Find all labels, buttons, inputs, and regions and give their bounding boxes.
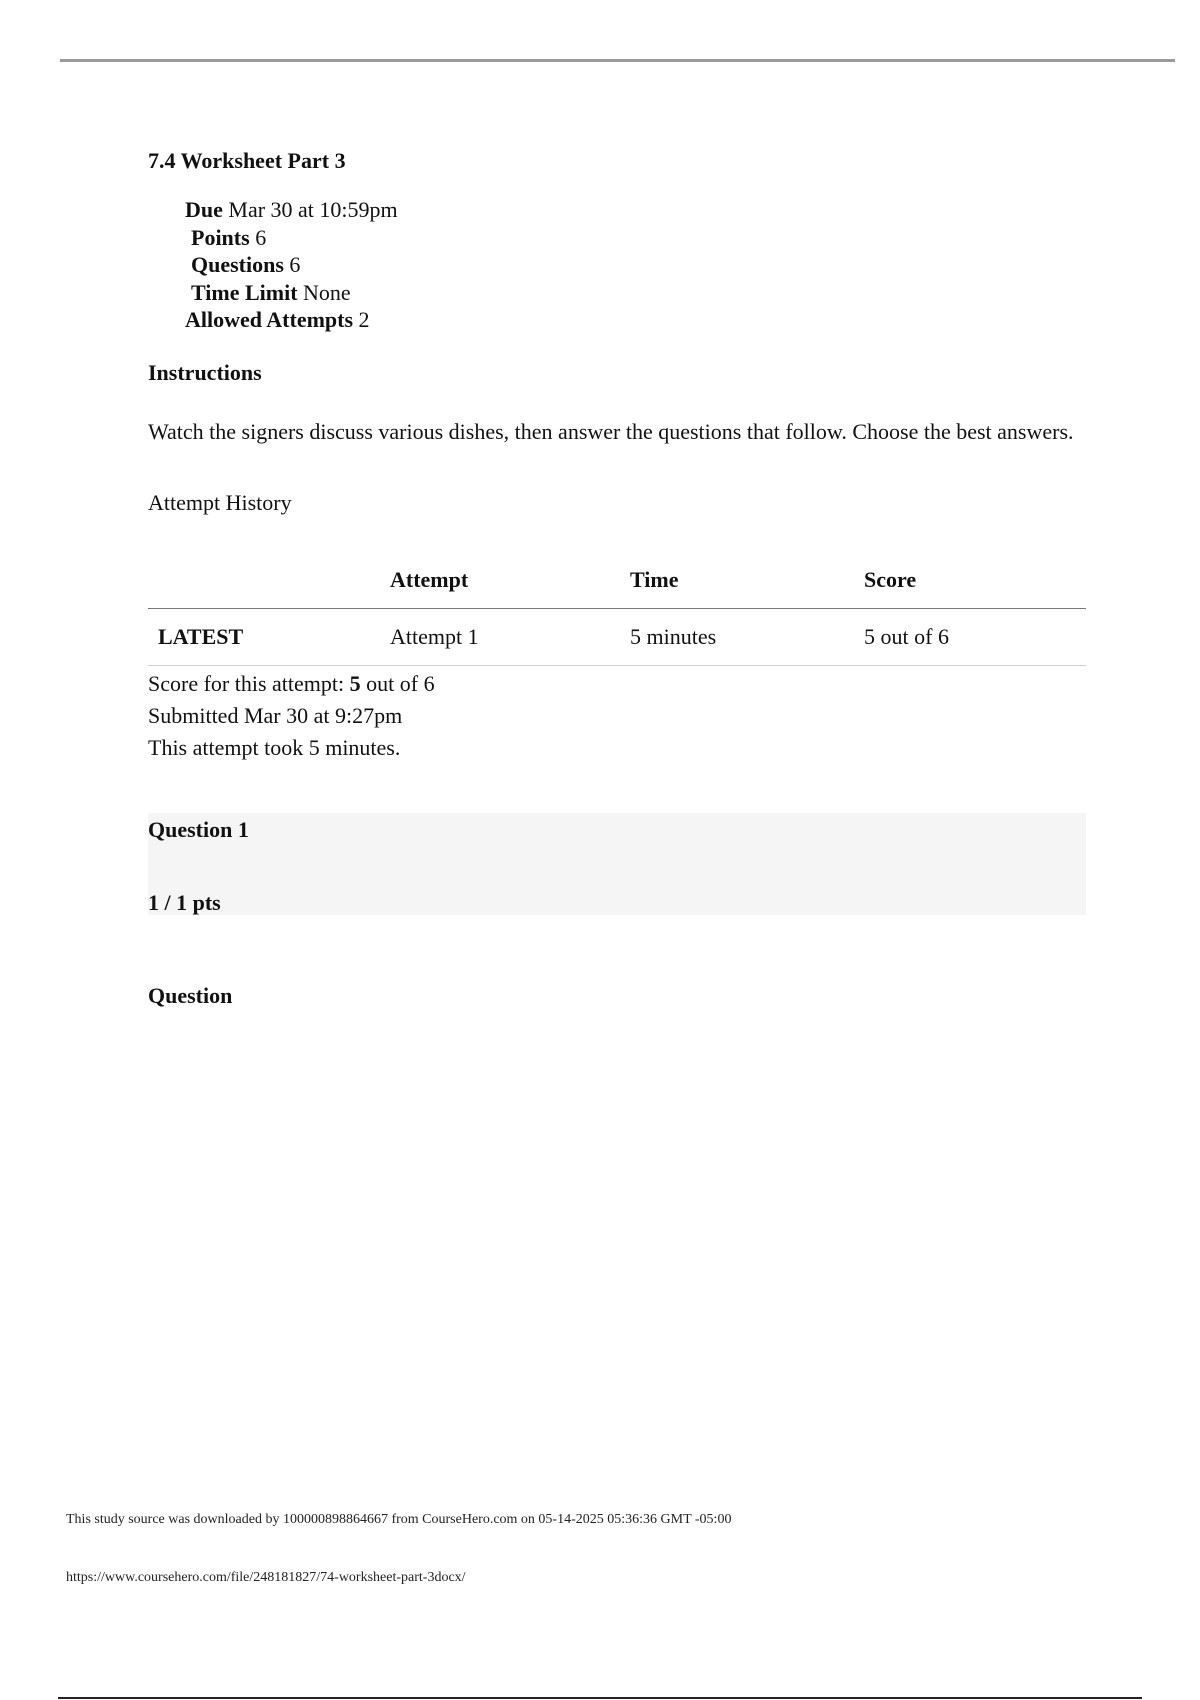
table-cell: 5 out of 6 [864,623,949,649]
bottom-rule [58,1697,1142,1699]
score-value: 5 [349,670,361,696]
question-label: Question [148,982,233,1008]
instructions-heading: Instructions [148,359,262,385]
duration-line: This attempt took 5 minutes. [148,734,401,760]
meta-label: Due [185,197,223,222]
top-rule [60,59,1175,62]
score-prefix: Score for this attempt: [148,670,350,696]
quiz-meta [148,196,1088,334]
meta-label: Allowed Attempts [185,307,354,332]
meta-questions [148,251,1088,279]
document-body [148,148,1088,1009]
meta-value: None [303,279,351,305]
table-header: Score [864,566,917,592]
attempt-summary [148,668,1088,764]
instructions-text: Watch the signers discuss various dishes, then answer the questions that follow. Choose the best answers. [148,418,1074,444]
meta-value: 6 [255,224,267,250]
question-title: Question 1 [148,816,249,842]
meta-value: Mar 30 at 10:59pm [228,197,398,222]
question-header-block [148,813,1086,915]
attempt-history-table [148,566,1086,666]
meta-label: Questions [191,252,284,277]
table-cell: 5 minutes [630,623,717,649]
source-url[interactable]: https://www.coursehero.com/file/248181827/74-worksheet-part-3docx/ [66,1570,466,1585]
table-header: Attempt [390,566,469,592]
meta-due [148,196,1088,224]
latest-badge: LATEST [158,623,244,649]
meta-allowed-attempts [148,306,1088,334]
download-notice: This study source was downloaded by 100000898864667 from CourseHero.com on 05-14-2025 05:36:36 GMT -05:00 [66,1512,732,1527]
table-header [148,566,390,609]
meta-label: Points [191,224,250,250]
submitted-line: Submitted Mar 30 at 9:27pm [148,702,403,728]
attempt-link[interactable]: Attempt 1 [390,623,479,649]
table-row [148,608,1086,665]
score-line [148,668,1088,700]
meta-value: 2 [358,307,370,332]
table-header: Time [630,566,679,592]
meta-label: Time Limit [191,279,298,305]
meta-time-limit [148,279,1088,307]
table-header-row [148,566,1086,609]
meta-points [148,224,1088,252]
attempt-history-heading: Attempt History [148,489,292,515]
question-points: 1 / 1 pts [148,889,221,915]
score-suffix: out of 6 [360,670,435,696]
page-title: 7.4 Worksheet Part 3 [148,148,346,173]
meta-value: 6 [289,252,301,277]
